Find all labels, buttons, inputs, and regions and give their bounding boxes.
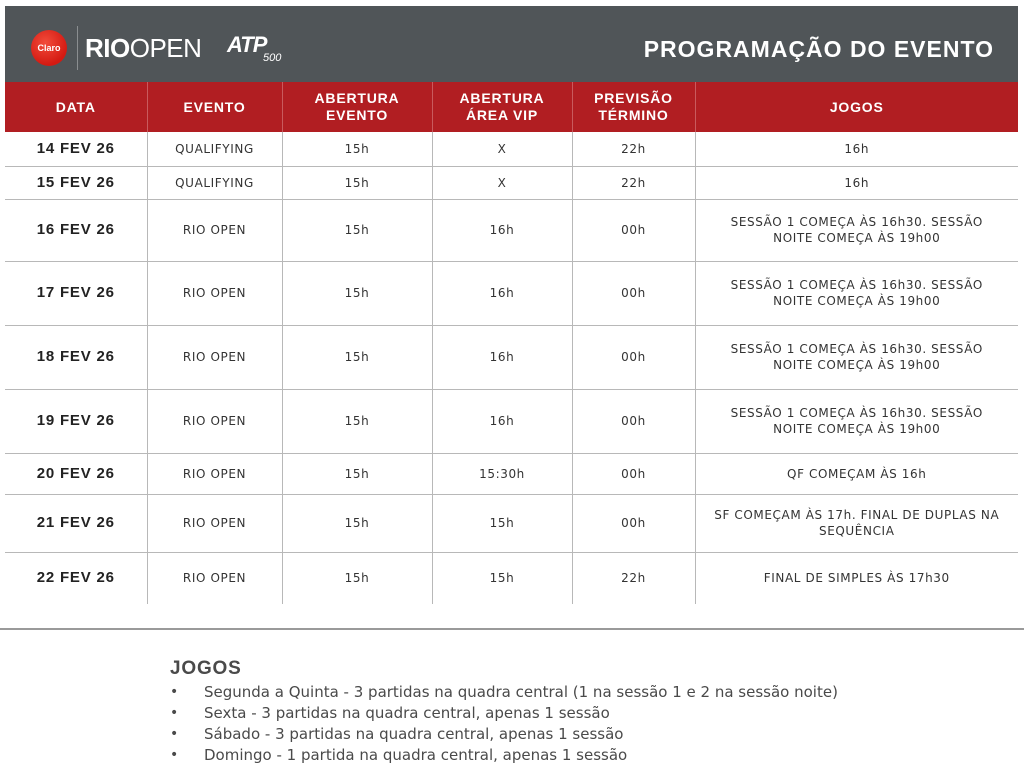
cell-termino: 00h: [572, 261, 695, 325]
cell-termino: 22h: [572, 166, 695, 199]
table-row: [5, 261, 1018, 325]
column-header-abertura-evento: ABERTURA EVENTO: [282, 82, 432, 132]
cell-jogos: SESSÃO 1 COMEÇA ÀS 16h30. SESSÃO NOITE COMEÇA ÀS 19h00: [695, 325, 1018, 389]
table-header-row: [5, 82, 1018, 132]
atp-500-label: 500: [263, 52, 282, 64]
table-row: [5, 453, 1018, 494]
cell-termino: 00h: [572, 199, 695, 261]
bullet-icon: •: [170, 747, 179, 763]
cell-abertura-vip: X: [432, 132, 572, 166]
page-header: [5, 6, 1018, 82]
rio-open-logo-rio: RIO: [85, 33, 130, 63]
cell-data: 17 FEV 26: [5, 261, 147, 325]
cell-jogos: 16h: [695, 132, 1018, 166]
cell-abertura-vip: 15h: [432, 494, 572, 552]
column-header-data: DATA: [5, 82, 147, 132]
rio-open-logo: [85, 33, 201, 64]
cell-jogos: SESSÃO 1 COMEÇA ÀS 16h30. SESSÃO NOITE COMEÇA ÀS 19h00: [695, 199, 1018, 261]
rio-open-logo-open: OPEN: [129, 33, 202, 63]
cell-termino: 00h: [572, 453, 695, 494]
page-title: PROGRAMAÇÃO DO EVENTO: [643, 36, 994, 62]
cell-evento: QUALIFYING: [147, 132, 282, 166]
cell-abertura-vip: X: [432, 166, 572, 199]
logo-divider: [77, 26, 78, 70]
list-item-text: Segunda a Quinta - 3 partidas na quadra central (1 na sessão 1 e 2 na sessão noite): [204, 683, 838, 701]
list-item: [170, 745, 838, 766]
cell-data: 22 FEV 26: [5, 552, 147, 604]
list-item-text: Domingo - 1 partida na quadra central, apenas 1 sessão: [204, 746, 628, 764]
section-divider: [0, 628, 1024, 630]
list-item: [170, 724, 838, 745]
cell-data: 18 FEV 26: [5, 325, 147, 389]
cell-termino: 00h: [572, 325, 695, 389]
cell-abertura-vip: 16h: [432, 199, 572, 261]
cell-termino: 00h: [572, 494, 695, 552]
table-row: [5, 389, 1018, 453]
cell-evento: RIO OPEN: [147, 389, 282, 453]
cell-abertura-evento: 15h: [282, 132, 432, 166]
cell-abertura-evento: 15h: [282, 453, 432, 494]
cell-abertura-evento: 15h: [282, 261, 432, 325]
cell-abertura-vip: 15:30h: [432, 453, 572, 494]
cell-data: 14 FEV 26: [5, 132, 147, 166]
table-row: [5, 494, 1018, 552]
cell-evento: RIO OPEN: [147, 325, 282, 389]
column-header-abertura-vip: ABERTURA ÁREA VIP: [432, 82, 572, 132]
cell-abertura-vip: 16h: [432, 261, 572, 325]
games-notes: [170, 658, 838, 766]
cell-jogos: SF COMEÇAM ÀS 17h. FINAL DE DUPLAS NA SEQUÊNCIA: [695, 494, 1018, 552]
cell-evento: RIO OPEN: [147, 453, 282, 494]
list-item-text: Sexta - 3 partidas na quadra central, apenas 1 sessão: [204, 704, 610, 722]
table-row: [5, 199, 1018, 261]
cell-data: 15 FEV 26: [5, 166, 147, 199]
cell-abertura-evento: 15h: [282, 166, 432, 199]
cell-jogos: SESSÃO 1 COMEÇA ÀS 16h30. SESSÃO NOITE COMEÇA ÀS 19h00: [695, 389, 1018, 453]
column-header-previsao-termino: PREVISÃO TÉRMINO: [572, 82, 695, 132]
cell-evento: QUALIFYING: [147, 166, 282, 199]
list-item: [170, 682, 838, 703]
cell-abertura-vip: 15h: [432, 552, 572, 604]
cell-termino: 22h: [572, 552, 695, 604]
cell-abertura-vip: 16h: [432, 389, 572, 453]
table-row: [5, 132, 1018, 166]
notes-title: JOGOS: [170, 658, 242, 679]
cell-abertura-evento: 15h: [282, 199, 432, 261]
cell-abertura-evento: 15h: [282, 552, 432, 604]
bullet-icon: •: [170, 726, 179, 742]
table-row: [5, 166, 1018, 199]
cell-jogos: QF COMEÇAM ÀS 16h: [695, 453, 1018, 494]
schedule-table: [5, 82, 1018, 604]
bullet-icon: •: [170, 705, 179, 721]
bullet-icon: •: [170, 684, 179, 700]
cell-jogos: SESSÃO 1 COMEÇA ÀS 16h30. SESSÃO NOITE COMEÇA ÀS 19h00: [695, 261, 1018, 325]
column-header-jogos: JOGOS: [695, 82, 1018, 132]
table-row: [5, 325, 1018, 389]
list-item-text: Sábado - 3 partidas na quadra central, apenas 1 sessão: [204, 725, 624, 743]
cell-termino: 22h: [572, 132, 695, 166]
table-row: [5, 552, 1018, 604]
cell-data: 19 FEV 26: [5, 389, 147, 453]
cell-abertura-evento: 15h: [282, 325, 432, 389]
cell-data: 16 FEV 26: [5, 199, 147, 261]
claro-logo: Claro: [31, 30, 67, 66]
cell-data: 21 FEV 26: [5, 494, 147, 552]
cell-evento: RIO OPEN: [147, 199, 282, 261]
cell-evento: RIO OPEN: [147, 494, 282, 552]
cell-evento: RIO OPEN: [147, 261, 282, 325]
list-item: [170, 703, 838, 724]
cell-abertura-evento: 15h: [282, 389, 432, 453]
notes-list: [170, 682, 838, 766]
column-header-evento: EVENTO: [147, 82, 282, 132]
cell-abertura-evento: 15h: [282, 494, 432, 552]
cell-termino: 00h: [572, 389, 695, 453]
atp-logo: ATP: [227, 32, 267, 57]
cell-data: 20 FEV 26: [5, 453, 147, 494]
cell-evento: RIO OPEN: [147, 552, 282, 604]
cell-abertura-vip: 16h: [432, 325, 572, 389]
cell-jogos: 16h: [695, 166, 1018, 199]
cell-jogos: FINAL DE SIMPLES ÀS 17h30: [763, 571, 950, 586]
